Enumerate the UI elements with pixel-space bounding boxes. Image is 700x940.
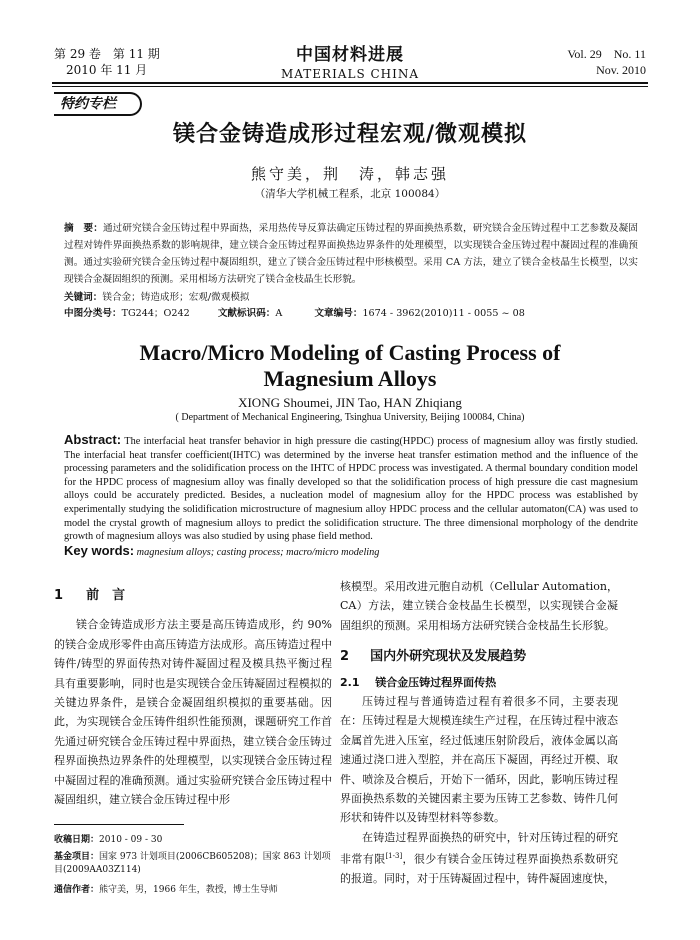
footnote-author: [54, 884, 332, 897]
authors-cn: 熊守美，荆 涛，韩志强: [250, 165, 449, 183]
journal-name-en: MATERIALS CHINA: [280, 67, 420, 81]
footnote-received: [54, 834, 332, 847]
author-label: 通信作者：: [54, 885, 100, 895]
section-1-heading: [54, 586, 332, 605]
footnote-rule: [54, 824, 184, 825]
keywords-en: [64, 543, 638, 558]
received-value: 2010 - 09 - 30: [99, 835, 163, 845]
author-value: 熊守美，男，1966 年生，教授，博士生导师: [99, 885, 278, 895]
clc-value: TG244；O242: [121, 308, 190, 319]
date-cn: 2010 年 11 月: [66, 63, 148, 77]
affiliation-en: ( Department of Mechanical Engineering, Tsinghua University, Beijing 100084, China): [175, 412, 525, 423]
abstract-cn-label: 摘 要：: [64, 223, 103, 234]
abstract-en-label: Abstract:: [64, 432, 122, 447]
title-en: [0, 340, 700, 392]
abstract-cn: [64, 220, 638, 288]
abstract-en-text: The interfacial heat transfer behavior in high pressure die casting(HPDC) process of magnesium alloy was firstly studied. The interfacial heat transfer coefficient(IHTC) was determined by the inverse heat transfer estimation method and the influence of the processing parameters and the solidification process on the IHTC of HPDC process was investigated. A thermal boundary condition model for the HPDC process of magnesium alloy was finally developed so that the solidification process of high pressure die cast magnesium alloys could be accurately predicted. Besides, a nucleation model of magnesium alloy for the HPDC process was established by experimentally studying the solidification microstructure of magnesium alloy HPDC process and the cellular automaton(CA) was used to model the crystal growth of magnesium alloys to predict the solidification structure. The three dimensional morphology of the dendrite growth of magnesium alloys was also studied by using phase field method.: [64, 436, 638, 543]
abstract-cn-text: 通过研究镁合金压铸过程中界面热，采用热传导反算法确定压铸过程的界面换热系数，研究镁合金压铸过程中工艺参数及凝固过程对铸件界面换热系数的影响规律，建立镁合金压铸过程界面换热边界条件的处理模型，以实现镁合金压铸过程中凝固过程的准确预测。通过实验研究镁合金压铸过程中凝固组织，建立了镁合金压铸过程中形核模型。采用 CA 方法，建立了镁合金枝晶生长模型，以实现镁合金凝固组织的预测。采用相场方法研究了镁合金枝晶生长形貌。: [64, 223, 639, 285]
keywords-cn-label: 关键词：: [64, 292, 103, 303]
subsection-2-1-number: 2.1: [340, 675, 360, 689]
date-en: Nov. 2010: [596, 63, 646, 77]
subsection-2-1-paragraph: 压铸过程与普通铸造过程有着很多不同，主要表现在：压铸过程是大规模连续生产过程，在压铸过程中液态金属首先进入压室，经过低速压射阶段后，液体金属以高速通过浇口进入型腔，并在高压下凝固，再经过开模、取件、喷涂及合模后，开始下一循环，因此，影响压铸过程界面换热系数的关键因素主要为压铸工艺参数、铸件几何形状和铸件以及铸型材料等参数。: [340, 695, 618, 825]
article-number-value: 1674 - 3962(2010)11 - 0055 ~ 08: [362, 308, 525, 319]
article-number-label: 文章编号：: [314, 308, 363, 319]
section-2-number: 2: [340, 649, 350, 665]
abstract-en: [64, 433, 638, 544]
keywords-en-label: Key words:: [64, 543, 135, 558]
title-en-line1: Macro/Micro Modeling of Casting Process of: [139, 340, 561, 365]
header-rule-thin: [52, 86, 648, 87]
footnote-fund: [54, 851, 332, 877]
fund-label: 基金项目：: [54, 852, 100, 862]
authors-en: XIONG Shoumei, JIN Tao, HAN Zhiqiang: [238, 395, 462, 410]
keywords-cn-text: 镁合金；铸造成形；宏观/微观模拟: [102, 292, 250, 303]
doc-code-label: 文献标识码：: [217, 308, 276, 319]
header-rule-thick: [52, 82, 648, 84]
title-cn: 镁合金铸造成形过程宏观/微观模拟: [172, 122, 528, 147]
paragraph-2-text-a: 在铸造过程界面换热的研究中，针对压铸过程的研究非常有限: [340, 830, 618, 866]
subsection-2-1-heading: [340, 673, 618, 692]
journal-name-cn: 中国材料进展: [296, 45, 404, 65]
section-1-number: 1: [54, 588, 64, 603]
subsection-2-1-title: 镁合金压铸过程界面传热: [375, 675, 497, 689]
fund-value: 国家 973 计划项目(2006CB605208)；国家 863 计划项目(2009AA03Z114): [54, 852, 331, 875]
section-2-heading: [340, 647, 618, 666]
subsection-2-1-paragraph-2: [340, 828, 618, 889]
volume-issue-en: Vol. 29 No. 11: [567, 47, 646, 61]
paragraph-2-text-b: ，很少有镁合金压铸过程界面换热系数研究的报道。同时，对于压铸凝固过程中，铸件凝固速度快，: [340, 852, 618, 886]
doc-code-value: A: [275, 308, 283, 319]
volume-issue-cn: 第 29 卷 第 11 期: [54, 47, 160, 61]
clc-label: 中图分类号：: [64, 308, 122, 319]
section-1-paragraph: 镁合金铸造成形方法主要是高压铸造成形，约 90% 的镁合金成形零件由高压铸造方法成形。高压铸造过程中铸件/铸型的界面传热对铸件凝固过程及模具热平衡过程具有重要影响，同时也是实现镁合金压铸凝固过程模拟的关键边界条件，是镁合金凝固组织模拟的重要基础。因此，为实现镁合金压铸件组织性能预测，课题研究工作首先通过研究镁合金压铸过程中界面热，建立镁合金压铸过程界面换热边界条件的处理模型，以实现镁合金压铸过程中凝固过程的准确预测。通过实验研究镁合金压铸过程中凝固组织，建立镁合金压铸过程中形: [54, 618, 332, 807]
right-column: [340, 577, 618, 889]
keywords-cn: [64, 290, 638, 305]
affiliation-cn: （清华大学机械工程系，北京 100084）: [254, 188, 446, 200]
section-1-title: 前 言: [86, 588, 126, 603]
special-column-label: 特约专栏: [54, 92, 142, 116]
section-2-title: 国内外研究现状及发展趋势: [370, 649, 527, 665]
classification-cn: [64, 306, 638, 321]
received-label: 收稿日期：: [54, 835, 100, 845]
section-1-paragraph-cont: 核模型。采用改进元胞自动机（Cellular Automation，CA）方法，建立镁合金枝晶生长模型，以实现镁合金凝固组织的预测。采用相场方法研究镁合金枝晶生长形貌。: [340, 580, 618, 632]
title-en-line2: Magnesium Alloys: [263, 366, 437, 391]
header-volume-en: [567, 46, 646, 78]
citation-ref: [1-3]: [385, 852, 403, 861]
keywords-en-text: magnesium alloys; casting process; macro/micro modeling: [136, 547, 380, 558]
left-column: [54, 586, 332, 809]
